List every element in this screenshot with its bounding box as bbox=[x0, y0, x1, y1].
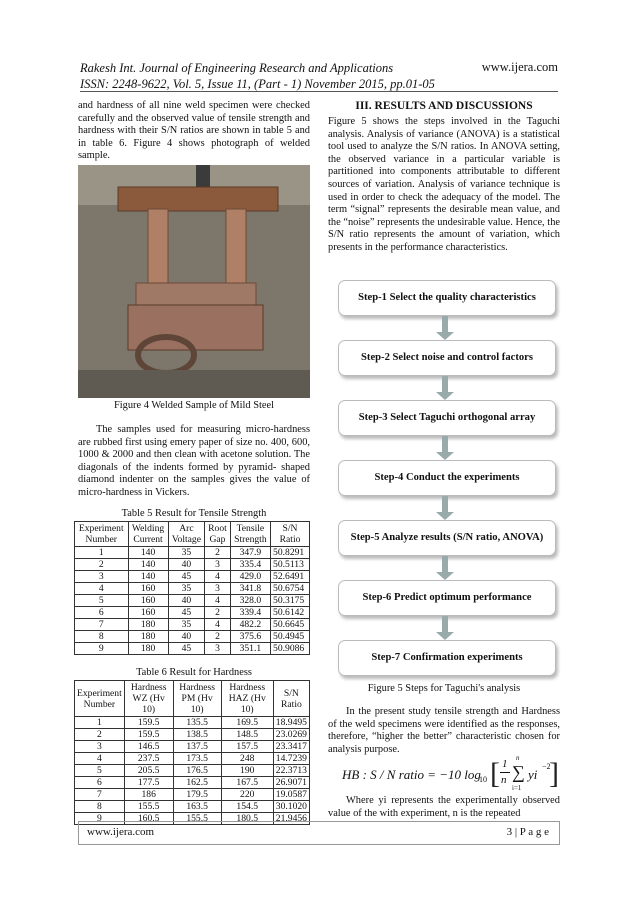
table6-cell: 2 bbox=[75, 729, 125, 741]
table5-body bbox=[75, 547, 310, 655]
table6-cell: 1 bbox=[75, 717, 125, 729]
table6-header-text: Hardness bbox=[179, 682, 215, 693]
table6-cell: 190 bbox=[221, 765, 273, 777]
table5-cell: 45 bbox=[168, 643, 205, 655]
table6-cell: 8 bbox=[75, 801, 125, 813]
table5-cell: 2 bbox=[75, 559, 129, 571]
flow-arrow bbox=[442, 436, 448, 452]
table5-caption: Table 5 Result for Tensile Strength bbox=[121, 508, 267, 519]
table6-cell: 21.9456 bbox=[273, 813, 309, 825]
table6-cell: 162.5 bbox=[173, 777, 221, 789]
table5-header-text: Current bbox=[133, 534, 163, 545]
table5-cell: 4 bbox=[205, 595, 230, 607]
table5-cell: 7 bbox=[75, 619, 129, 631]
table5-cell: 3 bbox=[205, 643, 230, 655]
table6-cell: 23.3417 bbox=[273, 741, 309, 753]
flow-arrow bbox=[442, 496, 448, 512]
flow-arrowhead bbox=[436, 512, 454, 520]
table5-cell: 339.4 bbox=[230, 607, 270, 619]
table6-hardness bbox=[74, 680, 310, 825]
table6-cell: 18.9495 bbox=[273, 717, 309, 729]
table5-cell: 3 bbox=[75, 571, 129, 583]
table5-cell: 4 bbox=[205, 619, 230, 631]
table6-cell: 148.5 bbox=[221, 729, 273, 741]
flow-step-3: Step-3 Select Taguchi orthogonal array bbox=[338, 400, 556, 436]
equation-sum-sign: ∑ bbox=[512, 762, 525, 782]
table6-cell: 9 bbox=[75, 813, 125, 825]
table5-cell: 429.0 bbox=[230, 571, 270, 583]
table5-header-text: Number bbox=[85, 534, 117, 545]
table6-cell: 5 bbox=[75, 765, 125, 777]
journal-header bbox=[80, 60, 435, 92]
journal-title: Rakesh Int. Journal of Engineering Research and Applications bbox=[80, 61, 394, 75]
table6-header-text: PM (Hv 10) bbox=[181, 693, 213, 715]
table5-row bbox=[75, 619, 310, 631]
figure4-caption: Figure 4 Welded Sample of Mild Steel bbox=[113, 400, 274, 411]
table6-header-text: S/N bbox=[283, 687, 299, 699]
table6-cell: 163.5 bbox=[173, 801, 221, 813]
table5-cell: 328.0 bbox=[230, 595, 270, 607]
flow-arrow bbox=[442, 316, 448, 332]
table6-cell: 138.5 bbox=[173, 729, 221, 741]
table5-cell: 341.8 bbox=[230, 583, 270, 595]
table5-cell: 40 bbox=[168, 595, 205, 607]
table5-row bbox=[75, 547, 310, 559]
table5-cell: 140 bbox=[128, 571, 168, 583]
table5-row bbox=[75, 571, 310, 583]
table5-cell: 52.6491 bbox=[271, 571, 310, 583]
table5-cell: 375.6 bbox=[230, 631, 270, 643]
equation-bracket-left: [ bbox=[490, 757, 500, 790]
page-number: 3 | P a g e bbox=[506, 826, 549, 838]
table6-cell: 186 bbox=[124, 789, 173, 801]
table5-cell: 347.9 bbox=[230, 547, 270, 559]
table6-cell: 7 bbox=[75, 789, 125, 801]
equation-term: yi bbox=[528, 767, 538, 782]
table5-row bbox=[75, 643, 310, 655]
table5-cell: 50.4945 bbox=[271, 631, 310, 643]
equation-fraction-numerator: 1 bbox=[502, 758, 508, 770]
right-second-paragraph: In the present study tensile strength and Hardness of the weld specimens were identified as the responses, therefore, “higher the better” characteristic chosen for analysis purpose. bbox=[328, 706, 560, 755]
table6-cell: 14.7239 bbox=[273, 753, 309, 765]
table5-cell: 35 bbox=[168, 619, 205, 631]
flow-arrowhead bbox=[436, 392, 454, 400]
table5-cell: 50.3175 bbox=[271, 595, 310, 607]
table6-row bbox=[75, 777, 310, 789]
sn-ratio-equation bbox=[342, 754, 559, 793]
table5-cell: 3 bbox=[205, 583, 230, 595]
table5-row bbox=[75, 583, 310, 595]
table5-header-text: Gap bbox=[209, 534, 226, 545]
taguchi-flowchart bbox=[336, 280, 558, 678]
table5-cell: 50.8291 bbox=[271, 547, 310, 559]
table5-header-text: Arc bbox=[179, 523, 194, 534]
page-footer bbox=[78, 821, 560, 845]
table5-cell: 3 bbox=[205, 559, 230, 571]
flow-step-6: Step-6 Predict optimum performance bbox=[338, 580, 556, 616]
table6-header-text: Hardness bbox=[229, 682, 266, 693]
equation-sum-upper: n bbox=[516, 754, 520, 762]
table5-col-header bbox=[205, 522, 230, 547]
table5-header-text: S/N bbox=[282, 523, 298, 534]
section-heading: III. RESULTS AND DISCUSSIONS bbox=[355, 100, 533, 112]
table5-tensile-strength bbox=[74, 521, 310, 655]
table6-row bbox=[75, 741, 310, 753]
left-intro-paragraph: and hardness of all nine weld specimen were checked carefully and the observed value of tensile strength and hardness with their S/N ratios are shown in table 5 and in table 6. Figure 4 shows photograph of welded sample. bbox=[78, 100, 310, 162]
flow-arrow bbox=[442, 616, 448, 632]
table6-col-header bbox=[124, 681, 173, 717]
table6-cell: 4 bbox=[75, 753, 125, 765]
equation-fraction-bar bbox=[500, 772, 510, 773]
table5-cell: 40 bbox=[168, 631, 205, 643]
header-rule bbox=[80, 91, 558, 92]
table6-cell: 137.5 bbox=[173, 741, 221, 753]
table6-cell: 159.5 bbox=[124, 729, 173, 741]
table6-header-text: WZ (Hv 10) bbox=[132, 693, 165, 715]
table6-row bbox=[75, 765, 310, 777]
table5-header-text: Voltage bbox=[171, 534, 201, 545]
table5-cell: 180 bbox=[128, 619, 168, 631]
table6-cell: 26.9071 bbox=[273, 777, 309, 789]
table6-cell: 179.5 bbox=[173, 789, 221, 801]
table6-header-row bbox=[75, 681, 310, 717]
flow-arrowhead bbox=[436, 452, 454, 460]
table6-cell: 177.5 bbox=[124, 777, 173, 789]
table6-cell: 176.5 bbox=[173, 765, 221, 777]
table6-cell: 22.3713 bbox=[273, 765, 309, 777]
table5-header-text: Experiment bbox=[78, 523, 124, 534]
flow-arrowhead bbox=[436, 332, 454, 340]
table5-cell: 160 bbox=[128, 583, 168, 595]
table5-col-header bbox=[128, 522, 168, 547]
flow-step-7: Step-7 Confirmation experiments bbox=[338, 640, 556, 676]
table5-cell: 351.1 bbox=[230, 643, 270, 655]
header-website[interactable]: www.ijera.com bbox=[481, 60, 558, 74]
table6-cell: 205.5 bbox=[124, 765, 173, 777]
table6-row bbox=[75, 753, 310, 765]
table6-header-text: Ratio bbox=[281, 698, 302, 710]
table5-cell: 140 bbox=[128, 559, 168, 571]
table5-cell: 2 bbox=[205, 631, 230, 643]
table6-cell: 220 bbox=[221, 789, 273, 801]
left-second-paragraph: The samples used for measuring micro-hardness are rubbed first using emery paper of size no. 400, 600, 1000 & 2000 and then clean with acetone solution. The diagonals of the indents formed by pyramid- shaped diamond indenter on the samples gives the value of micro-hardness in Vickers. bbox=[78, 424, 310, 498]
table5-header-row bbox=[75, 522, 310, 547]
table5-col-header bbox=[271, 522, 310, 547]
table5-cell: 8 bbox=[75, 631, 129, 643]
table6-cell: 146.5 bbox=[124, 741, 173, 753]
table5-cell: 335.4 bbox=[230, 559, 270, 571]
flow-arrowhead bbox=[436, 632, 454, 640]
table5-cell: 50.5113 bbox=[271, 559, 310, 571]
table5-cell: 50.6645 bbox=[271, 619, 310, 631]
table5-row bbox=[75, 559, 310, 571]
table5-cell: 50.6754 bbox=[271, 583, 310, 595]
table6-cell: 155.5 bbox=[124, 801, 173, 813]
flow-arrow bbox=[442, 556, 448, 572]
table6-cell: 154.5 bbox=[221, 801, 273, 813]
table5-cell: 45 bbox=[168, 571, 205, 583]
table6-header-text: Experiment bbox=[77, 687, 122, 699]
table5-cell: 482.2 bbox=[230, 619, 270, 631]
equation-log-base: 10 bbox=[479, 775, 487, 784]
table6-cell: 237.5 bbox=[124, 753, 173, 765]
table6-body bbox=[75, 717, 310, 825]
table5-header-text: Ratio bbox=[279, 534, 301, 545]
welded-sample-illustration bbox=[78, 165, 310, 398]
table6-cell: 30.1020 bbox=[273, 801, 309, 813]
table5-cell: 180 bbox=[128, 643, 168, 655]
table6-cell: 135.5 bbox=[173, 717, 221, 729]
table5-col-header bbox=[75, 522, 129, 547]
table6-row bbox=[75, 789, 310, 801]
table5-cell: 4 bbox=[205, 571, 230, 583]
table6-row bbox=[75, 729, 310, 741]
table6-cell: 169.5 bbox=[221, 717, 273, 729]
table5-header-text: Strength bbox=[234, 534, 267, 545]
welded-sample-photo bbox=[78, 165, 310, 398]
table5-cell: 1 bbox=[75, 547, 129, 559]
table5-row bbox=[75, 607, 310, 619]
table6-header-text: HAZ (Hv 10) bbox=[228, 693, 266, 715]
equation-lhs: HB : S / N ratio = −10 log bbox=[342, 767, 481, 782]
table6-caption: Table 6 Result for Hardness bbox=[136, 667, 252, 678]
flow-step-2: Step-2 Select noise and control factors bbox=[338, 340, 556, 376]
table5-cell: 9 bbox=[75, 643, 129, 655]
table5-cell: 5 bbox=[75, 595, 129, 607]
table6-row bbox=[75, 717, 310, 729]
flow-step-4: Step-4 Conduct the experiments bbox=[338, 460, 556, 496]
table5-col-header bbox=[168, 522, 205, 547]
table6-cell: 23.0269 bbox=[273, 729, 309, 741]
table5-cell: 140 bbox=[128, 547, 168, 559]
table5-cell: 160 bbox=[128, 595, 168, 607]
table6-header-text: Hardness bbox=[130, 682, 167, 693]
table6-row bbox=[75, 801, 310, 813]
equation-bracket-right: ] bbox=[549, 757, 559, 790]
footer-website[interactable]: www.ijera.com bbox=[87, 826, 155, 838]
table5-cell: 6 bbox=[75, 607, 129, 619]
table6-cell: 248 bbox=[221, 753, 273, 765]
table5-col-header bbox=[230, 522, 270, 547]
table5-cell: 50.9086 bbox=[271, 643, 310, 655]
table6-col-header bbox=[273, 681, 309, 717]
table5-row bbox=[75, 595, 310, 607]
table6-cell: 155.5 bbox=[173, 813, 221, 825]
table6-header-text: Number bbox=[83, 698, 116, 710]
table5-cell: 35 bbox=[168, 547, 205, 559]
table5-header-text: Welding bbox=[131, 523, 165, 534]
equation-fraction-denominator: n bbox=[501, 774, 507, 786]
table5-header-text: Root bbox=[208, 523, 227, 534]
equation-sum-lower: i=1 bbox=[512, 784, 522, 792]
table5-cell: 4 bbox=[75, 583, 129, 595]
table6-cell: 157.5 bbox=[221, 741, 273, 753]
table6-cell: 159.5 bbox=[124, 717, 173, 729]
flow-step-5: Step-5 Analyze results (S/N ratio, ANOVA) bbox=[338, 520, 556, 556]
figure5-caption: Figure 5 Steps for Taguchi's analysis bbox=[367, 683, 521, 694]
table5-cell: 180 bbox=[128, 631, 168, 643]
table6-cell: 3 bbox=[75, 741, 125, 753]
flow-arrow bbox=[442, 376, 448, 392]
table6-cell: 180.5 bbox=[221, 813, 273, 825]
table5-cell: 40 bbox=[168, 559, 205, 571]
table6-col-header bbox=[221, 681, 273, 717]
table5-cell: 2 bbox=[205, 547, 230, 559]
equation-exponent: −2 bbox=[542, 762, 551, 771]
table5-cell: 35 bbox=[168, 583, 205, 595]
table6-cell: 6 bbox=[75, 777, 125, 789]
flow-arrowhead bbox=[436, 572, 454, 580]
table5-cell: 2 bbox=[205, 607, 230, 619]
table6-col-header bbox=[75, 681, 125, 717]
table5-cell: 50.6142 bbox=[271, 607, 310, 619]
table6-cell: 160.5 bbox=[124, 813, 173, 825]
table6-cell: 173.5 bbox=[173, 753, 221, 765]
journal-issn: ISSN: 2248-9622, Vol. 5, Issue 11, (Part - 1) November 2015, pp.01-05 bbox=[80, 77, 435, 91]
right-third-paragraph: Where yi represents the experimentally observed value of the with experiment, n is the repeated bbox=[328, 795, 560, 819]
right-first-paragraph: Figure 5 shows the steps involved in the Taguchi analysis. Analysis of variance (ANOVA) is a statistical tool used to analyze the S/N ratios. In ANOVA setting, the observed variance in a particular variable is partitioned into components attributable to different sources of variation. Analysis of variance technique is used in order to check the adequacy of the model. The term “signal” represents the desirable mean value, and the “noise” represents the undesirable value. Hence, the S/N ratio represents the amount of variation, which presents in the performance characteristics. bbox=[328, 116, 560, 253]
table5-cell: 160 bbox=[128, 607, 168, 619]
table5-row bbox=[75, 631, 310, 643]
table6-cell: 19.0587 bbox=[273, 789, 309, 801]
table5-cell: 45 bbox=[168, 607, 205, 619]
flow-step-1: Step-1 Select the quality characteristics bbox=[338, 280, 556, 316]
table5-header-text: Tensile bbox=[236, 523, 265, 534]
table6-cell: 167.5 bbox=[221, 777, 273, 789]
table6-col-header bbox=[173, 681, 221, 717]
